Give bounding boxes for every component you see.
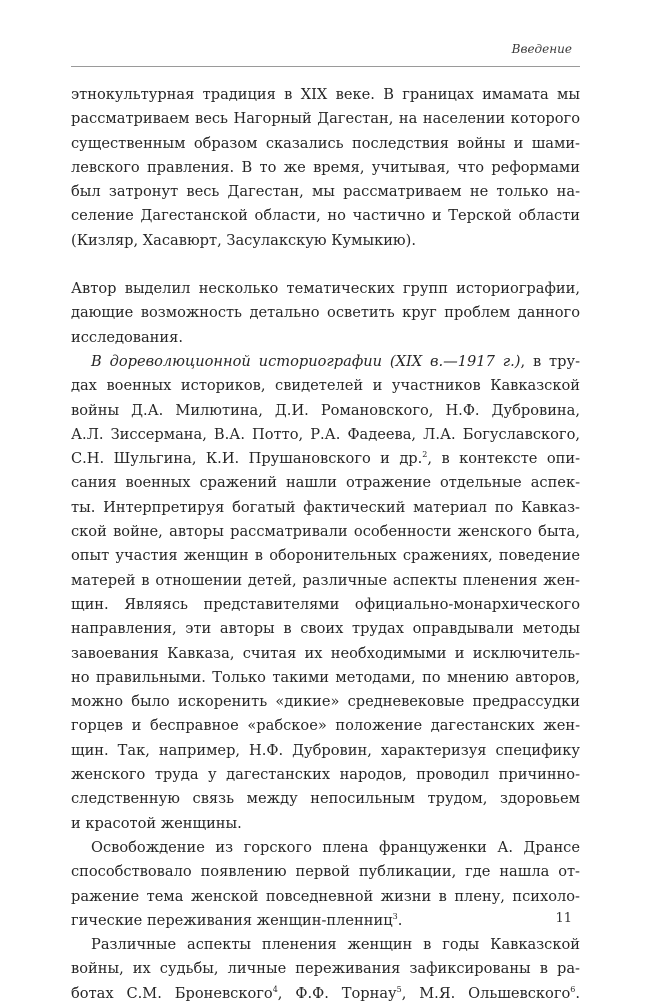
footnote-ref[interactable]: 4 <box>272 984 278 994</box>
text-span: , М.Я. Ольшевского <box>401 984 571 1002</box>
paragraph-4 <box>71 836 580 933</box>
text-line: Освобождение из горского плена француженки А. Дрансе <box>91 838 580 856</box>
text-line: щин. Так, например, Н.Ф. Дубровин, характеризуя специфику <box>71 741 580 759</box>
text-line: и красотой женщины. <box>71 814 242 832</box>
italic-phrase: В дореволюционной историографии (XIX в.—1917 г.) <box>91 352 521 370</box>
text-line: ражение тема женской повседневной жизни в плену, психоло- <box>71 887 580 905</box>
text-span: . <box>397 911 403 929</box>
paragraph-5 <box>71 933 580 1006</box>
text-line <box>71 909 580 933</box>
text-line: можно было искоренить «дикие» средневековые предрассудки <box>71 693 580 711</box>
text-line: существенным образом сказались последствия войны и шами- <box>71 134 580 152</box>
text-line: дающие возможность детально осветить круг проблем данного <box>71 304 580 322</box>
text-line: Различные аспекты пленения женщин в годы Кавказской <box>91 936 580 954</box>
paragraph-3 <box>71 350 580 836</box>
text-span: С.Н. Шульгина, К.И. Прушановского и др. <box>71 450 423 468</box>
text-span: ботах С.М. Броневского <box>71 984 273 1002</box>
text-line: дах военных историков, свидетелей и участников Кавказской <box>71 377 580 395</box>
text-span: . <box>575 984 580 1002</box>
text-line: матерей в отношении детей, различные аспекты пленения жен- <box>71 571 580 589</box>
text-line: сания военных сражений нашли отражение отдельные аспек- <box>71 474 580 492</box>
text-line: женского труда у дагестанских народов, проводил причинно- <box>71 766 580 784</box>
running-header: Введение <box>511 42 572 56</box>
footnote-ref[interactable]: 5 <box>396 984 402 994</box>
text-line: горцев и бесправное «рабское» положение дагестанских жен- <box>71 717 580 735</box>
text-line: селение Дагестанской области, но частично и Терской области <box>71 207 580 225</box>
footnote-ref[interactable]: 6 <box>570 984 576 994</box>
text-span: , в контексте опи- <box>427 450 580 468</box>
text-span: , Ф.Ф. Торнау <box>277 984 397 1002</box>
text-line: следственную связь между непосильным трудом, здоровьем <box>71 790 580 808</box>
text-line: А.Л. Зиссермана, В.А. Потто, Р.А. Фадеева, Л.А. Богуславского, <box>71 425 580 443</box>
text-line <box>71 350 580 374</box>
text-line: щин. Являясь представителями официально-монархического <box>71 595 580 613</box>
page-number: 11 <box>555 911 572 926</box>
text-line <box>71 982 580 1006</box>
header-rule <box>71 66 580 67</box>
paragraph-2 <box>71 277 580 350</box>
text-line: завоевания Кавказа, считая их необходимыми и исключитель- <box>71 644 580 662</box>
text-span: гические переживания женщин-пленниц <box>71 911 393 929</box>
paragraph-gap <box>71 253 580 277</box>
text-line: был затронут весь Дагестан, мы рассматриваем не только на- <box>71 183 580 201</box>
text-line: исследования. <box>71 328 183 346</box>
text-line: опыт участия женщин в оборонительных сражениях, поведение <box>71 547 580 565</box>
text-line: этнокультурная традиция в XIX веке. В границах имамата мы <box>71 86 580 103</box>
text-line <box>71 447 580 471</box>
footnote-ref[interactable]: 3 <box>392 911 398 921</box>
body-text <box>71 83 580 1006</box>
text-line: способствовало появлению первой публикации, где нашла от- <box>71 863 580 881</box>
text-line: рассматриваем весь Нагорный Дагестан, на населении которого <box>71 110 580 128</box>
paragraph-1 <box>71 83 580 253</box>
text-line: ской войне, авторы рассматривали особенности женского быта, <box>71 523 580 541</box>
text-line: левского правления. В то же время, учитывая, что реформами <box>71 158 580 176</box>
text-line: войны, их судьбы, личные переживания зафиксированы в ра- <box>71 960 580 978</box>
text-line: Автор выделил несколько тематических групп историографии, <box>71 280 580 298</box>
text-line: ты. Интерпретируя богатый фактический материал по Кавказ- <box>71 498 580 516</box>
footnote-ref[interactable]: 2 <box>422 450 428 460</box>
text-line: войны Д.А. Милютина, Д.И. Романовского, Н.Ф. Дубровина, <box>71 401 580 419</box>
text-line: (Кизляр, Хасавюрт, Засулакскую Кумыкию). <box>71 231 416 249</box>
text-line: но правильными. Только такими методами, по мнению авторов, <box>71 668 580 686</box>
text-line: направления, эти авторы в своих трудах оправдывали методы <box>71 620 580 638</box>
text-span: , в тру- <box>520 352 580 370</box>
